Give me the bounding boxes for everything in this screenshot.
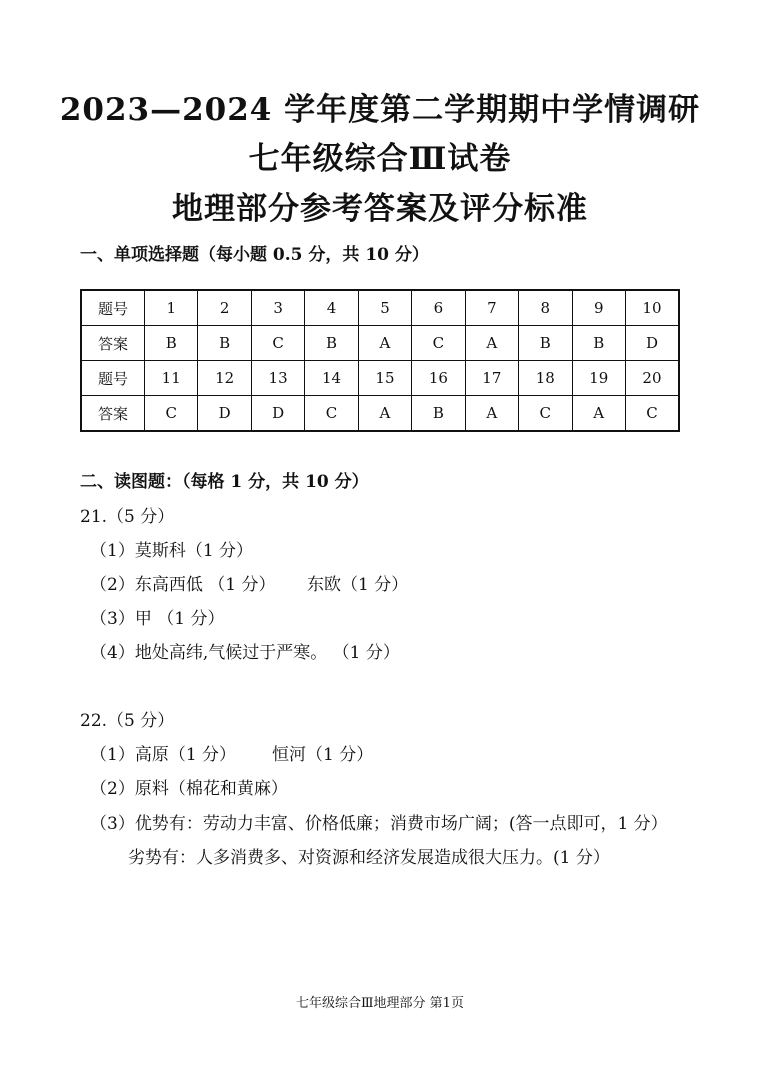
q22-answer-4: 劣势有：人多消费多、对资源和经济发展造成很大压力。(1 分） [128,848,610,868]
table-cell: B [412,396,465,432]
table-cell: 5 [358,290,411,326]
table-cell: C [251,326,304,361]
table-cell: B [145,326,198,361]
q22-answer-1a: （1）高原（1 分） [90,745,237,765]
q21-answer-2b: 东欧（1 分） [307,575,409,595]
table-cell: 2 [198,290,251,326]
table-cell: 4 [305,290,358,326]
table-cell: 16 [412,361,465,396]
page-footer: 七年级综合Ⅲ地理部分 第1页 [296,996,464,1011]
table-cell: C [625,396,679,432]
table-row-answers-2 [81,396,679,432]
table-cell: 9 [572,290,625,326]
row-label-number: 题号 [81,290,145,326]
row-label-number: 题号 [81,361,145,396]
answer-table [80,289,680,432]
table-cell: 7 [465,290,518,326]
title-line-1: 2023—2024 学年度第二学期期中学情调研 [59,92,701,128]
table-cell: A [358,326,411,361]
section-1-heading: 一、单项选择题（每小题 0.5 分，共 10 分） [80,245,429,265]
table-cell: 3 [251,290,304,326]
table-cell: 13 [251,361,304,396]
q21-answer-3: （3）甲 （1 分） [90,609,225,629]
table-cell: 17 [465,361,518,396]
q21-title: 21.（5 分） [80,507,175,527]
table-cell: 20 [625,361,679,396]
table-cell: B [198,326,251,361]
table-cell: 15 [358,361,411,396]
table-cell: A [465,326,518,361]
table-cell: A [465,396,518,432]
table-cell: A [572,396,625,432]
table-cell: B [305,326,358,361]
q22-title: 22.（5 分） [80,711,175,731]
table-cell: B [572,326,625,361]
table-row-answers-1 [81,326,679,361]
table-cell: 6 [412,290,465,326]
table-cell: 14 [305,361,358,396]
q22-answer-3: （3）优势有：劳动力丰富、价格低廉；消费市场广阔；(答一点即可，1 分） [90,814,668,834]
table-cell: 8 [519,290,572,326]
q21-answer-1: （1）莫斯科（1 分） [90,541,254,561]
q21-answer-4: （4）地处高纬,气候过于严寒。 （1 分） [90,643,400,663]
table-cell: D [251,396,304,432]
q21-answer-2a: （2）东高西低 （1 分） [90,575,276,595]
title-line-2: 七年级综合Ⅲ试卷 [248,141,512,177]
table-cell: C [519,396,572,432]
table-cell: B [519,326,572,361]
table-cell: 12 [198,361,251,396]
table-cell: 1 [145,290,198,326]
table-cell: C [145,396,198,432]
section-2-heading: 二、读图题：（每格 1 分，共 10 分） [80,472,369,492]
table-cell: D [198,396,251,432]
q22-answer-1b: 恒河（1 分） [272,745,374,765]
table-cell: C [305,396,358,432]
table-cell: 19 [572,361,625,396]
q22-answer-2: （2）原料（棉花和黄麻） [90,779,288,799]
row-label-answer: 答案 [81,326,145,361]
table-cell: A [358,396,411,432]
table-row-numbers-1 [81,290,679,326]
table-cell: 10 [625,290,679,326]
table-cell: C [412,326,465,361]
table-cell: 18 [519,361,572,396]
table-row-numbers-2 [81,361,679,396]
row-label-answer: 答案 [81,396,145,432]
title-line-3: 地理部分参考答案及评分标准 [172,191,588,227]
table-cell: D [625,326,679,361]
table-cell: 11 [145,361,198,396]
